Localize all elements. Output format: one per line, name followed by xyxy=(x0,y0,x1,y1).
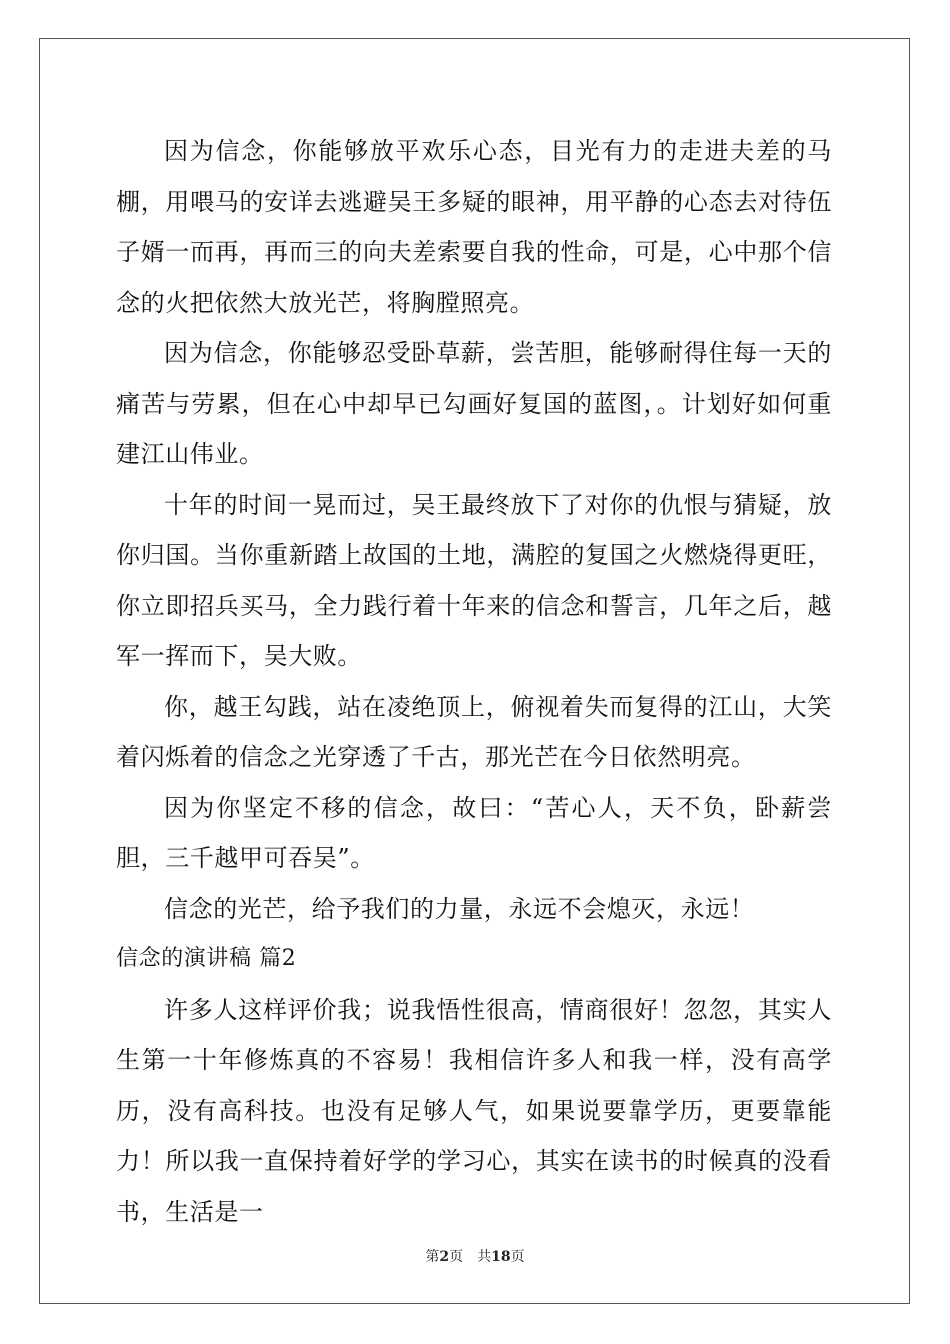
page-footer xyxy=(0,1246,950,1266)
section-heading: 信念的演讲稿 篇2 xyxy=(116,946,297,971)
footer-mid: 页 共 xyxy=(449,1249,492,1265)
paragraph: 你，越王勾践，站在凌绝顶上，俯视着失而复得的江山，大笑着闪烁着的信念之光穿透了千古，那光芒在今日依然明亮。 xyxy=(116,692,832,771)
paragraph: 许多人这样评价我；说我悟性很高，情商很好！忽忽，其实人生第一十年修炼真的不容易！我相信许多人和我一样，没有高学历，没有高科技。也没有足够人气，如果说要靠学历，更要靠能力！所以我一直保持着好学的学习心，其实在读书的时候真的没看书，生活是一 xyxy=(116,995,832,1226)
paragraph: 信念的光芒，给予我们的力量，永远不会熄灭，永远！ xyxy=(164,894,755,923)
document-body xyxy=(116,126,832,1237)
footer-suffix: 页 xyxy=(510,1249,525,1265)
footer-prefix: 第 xyxy=(425,1249,440,1265)
paragraph: 十年的时间一晃而过，吴王最终放下了对你的仇恨与猜疑，放你归国。当你重新踏上故国的土地，满腔的复国之火燃烧得更旺，你立即招兵买马，全力践行着十年来的信念和誓言，几年之后，越军一挥而下，吴大败。 xyxy=(116,490,832,670)
total-page-count: 18 xyxy=(491,1249,511,1265)
paragraph: 因为信念，你能够忍受卧草薪，尝苦胆，能够耐得住每一天的痛苦与劳累，但在心中却早已勾画好复国的蓝图，。计划好如何重建江山伟业。 xyxy=(116,339,832,468)
paragraph: 因为信念，你能够放平欢乐心态，目光有力的走进夫差的马棚，用喂马的安详去逃避吴王多疑的眼神，用平静的心态去对待伍子婿一而再，再而三的向夫差索要自我的性命，可是，心中那个信念的火把依然大放光芒，将胸膛照亮。 xyxy=(116,137,832,317)
paragraph: 因为你坚定不移的信念，故曰：“苦心人，天不负，卧薪尝胆，三千越甲可吞吴”。 xyxy=(116,793,832,872)
current-page-number: 2 xyxy=(439,1249,450,1265)
